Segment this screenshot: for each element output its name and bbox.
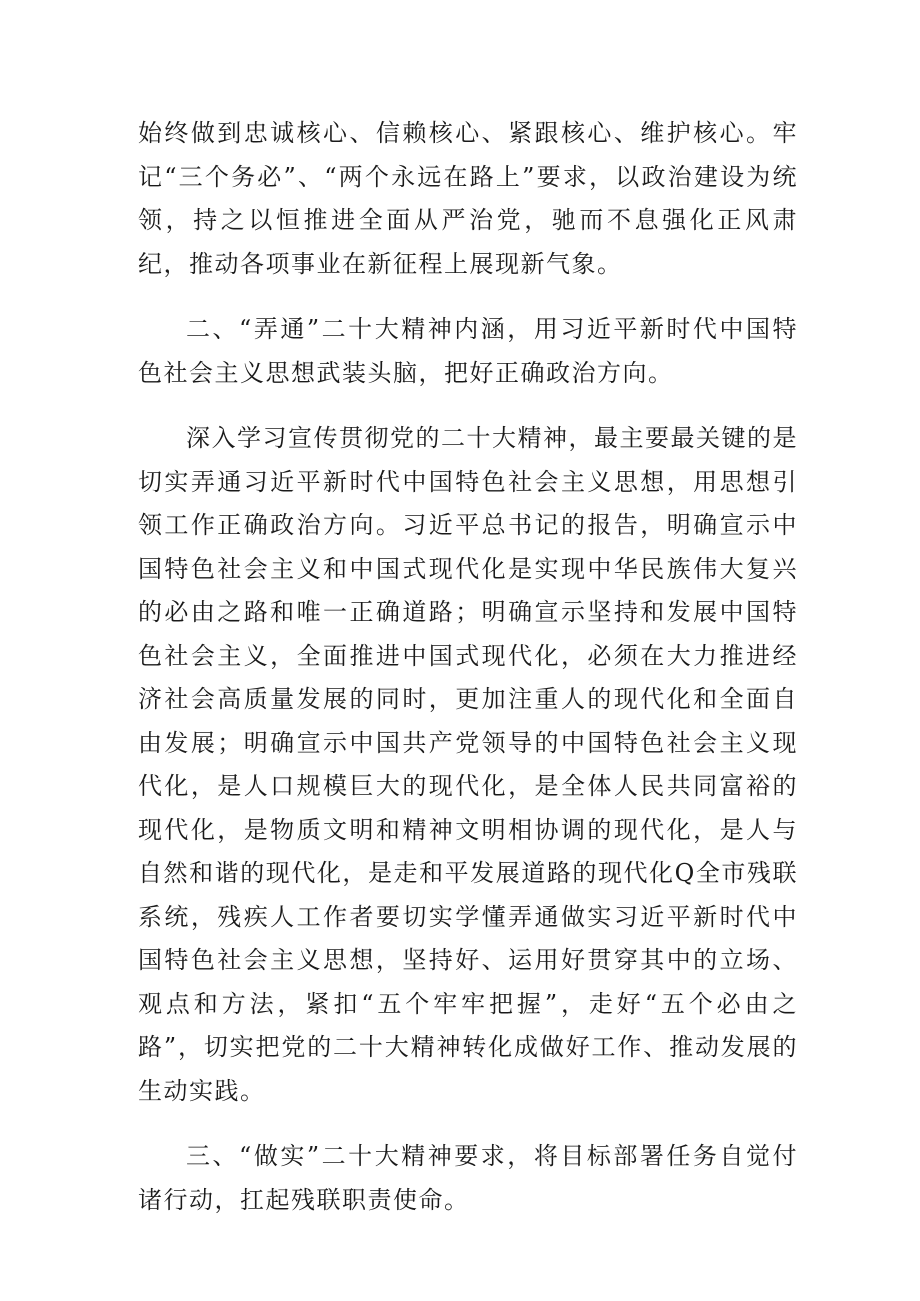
paragraph-continuation: 始终做到忠诚核心、信赖核心、紧跟核心、维护核心。牢记“三个务必”、“两个永远在路上”要求，以政治建设为统领，持之以恒推进全面从严治党，驰而不息强化正风肃纪，推动各项事业在新征程上展现新气象。 [138, 119, 798, 278]
document-body [138, 112, 798, 1244]
paragraph-body: 深入学习宣传贯彻党的二十大精神，最主要最关键的是切实弄通习近平新时代中国特色社会主义思想，用思想引领工作正确政治方向。习近平总书记的报告，明确宣示中国特色社会主义和中国式现代化是实现中华民族伟大复兴的必由之路和唯一正确道路；明确宣示坚持和发展中国特色社会主义，全面推进中国式现代化，必须在大力推进经济社会高质量发展的同时，更加注重人的现代化和全面自由发展；明确宣示中国共产党领导的中国特色社会主义现代化，是人口规模巨大的现代化，是全体人民共同富裕的现代化，是物质文明和精神文明相协调的现代化，是人与自然和谐的现代化，是走和平发展道路的现代化Q全市残联系统，残疾人工作者要切实学懂弄通做实习近平新时代中国特色社会主义思想，坚持好、运用好贯穿其中的立场、观点和方法，紧扣“五个牢牢把握”，走好“五个必由之路”，切实把党的二十大精神转化成做好工作、推动发展的生动实践。 [138, 424, 798, 1105]
section-heading-2: 二、“弄通”二十大精神内涵，用习近平新时代中国特色社会主义思想武装头脑，把好正确政治方向。 [138, 315, 798, 387]
section-heading-3: 三、“做实”二十大精神要求，将目标部署任务自觉付诸行动，扛起残联职责使命。 [138, 1142, 798, 1214]
